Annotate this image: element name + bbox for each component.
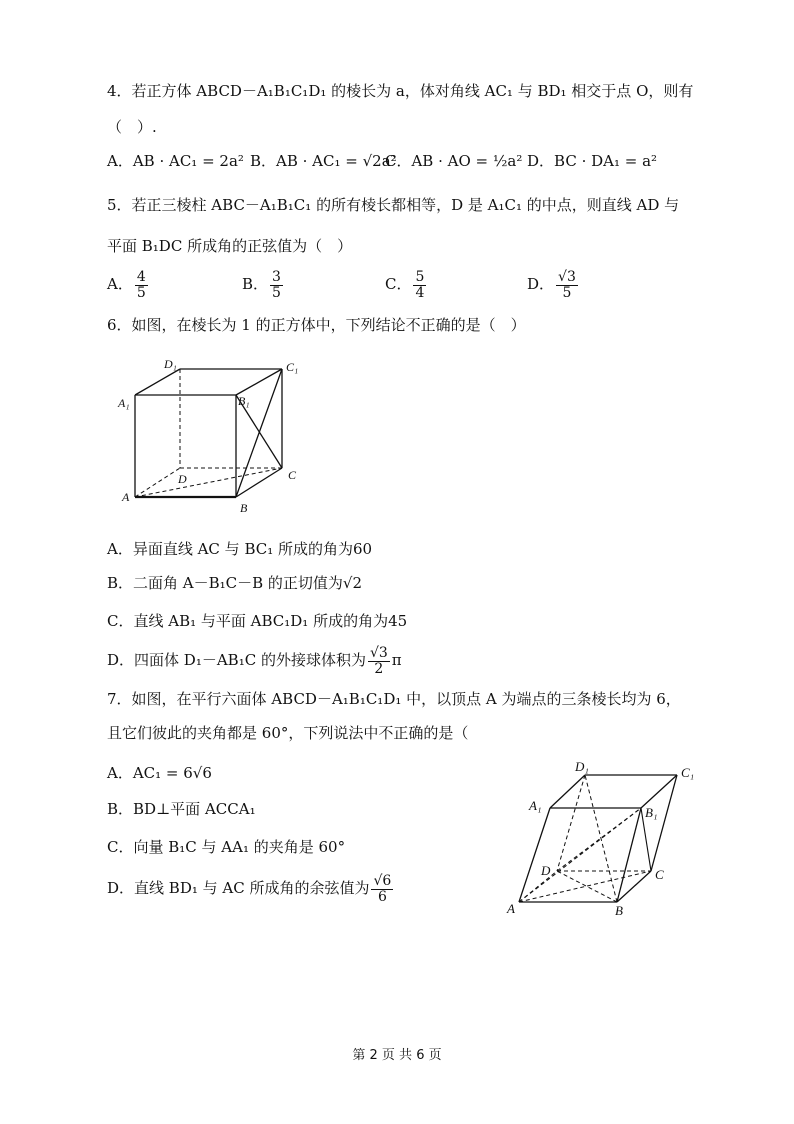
q6-edge-B-C1 [236, 369, 282, 497]
q5-option-a-letter: A． [107, 275, 133, 294]
q6-option-d-num: √3 [369, 645, 388, 661]
q6-label-B1: B₁ [238, 394, 250, 408]
q7-edge-B1-C1 [641, 775, 677, 808]
q5-option-c-num: 5 [415, 269, 425, 285]
q6-option-d-tail: π [391, 651, 402, 670]
q7-label-B: B [615, 903, 623, 918]
q7-label-B1: B₁ [645, 805, 658, 820]
q5-option-a [107, 270, 150, 300]
q5-option-c-den: 4 [415, 284, 425, 301]
q7-stem-line2: 且它们彼此的夹角都是 60°，下列说法中不正确的是（ [107, 724, 469, 742]
q4-option-b: B．AB · AC₁ = √2a² [250, 152, 397, 170]
q4-option-d: D．BC · DA₁ = a² [527, 152, 658, 170]
q6-label-A: A [122, 490, 130, 504]
q6-option-c: C．直线 AB₁ 与平面 ABC₁D₁ 所成的角为45 [107, 612, 408, 630]
q5-option-c-letter: C． [385, 275, 412, 294]
q7-option-d-text: D．直线 BD₁ 与 AC 所成角的余弦值为 [107, 879, 370, 898]
q7-label-C1: C₁ [681, 765, 695, 780]
q6-label-D1: D₁ [164, 357, 177, 371]
q6-option-d-den: 2 [374, 660, 384, 677]
q6-cube-figure [110, 355, 310, 515]
q6-option-b: B．二面角 A－B₁C－B 的正切值为√2 [107, 574, 363, 592]
q5-option-d [527, 270, 580, 300]
q5-option-c-fraction [413, 270, 426, 300]
q7-edge-D-B1 [557, 808, 641, 871]
q5-option-b-letter: B． [242, 275, 269, 294]
q4-stem-line1: 4．若正方体 ABCD－A₁B₁C₁D₁ 的棱长为 a，体对角线 AC₁ 与 BD₁ 相交于点 O，则有 [107, 82, 694, 100]
q7-edge-B1-B [617, 808, 641, 902]
q5-option-a-den: 5 [136, 284, 146, 301]
q4-stem-line2: （ ）. [107, 118, 157, 136]
q5-option-b-num: 3 [272, 269, 281, 285]
q7-label-D1: D₁ [575, 759, 589, 774]
q6-label-C1: C₁ [286, 360, 299, 374]
q7-label-C: C [655, 867, 664, 882]
q6-edge-B1-C1 [236, 369, 282, 395]
q4-option-c: C．AB · AO = ½a² [385, 152, 523, 170]
q7-option-d [107, 874, 395, 904]
q5-option-d-num: √3 [558, 269, 576, 285]
q5-option-d-letter: D． [527, 275, 555, 294]
q5-stem-line1: 5．若正三棱柱 ABC－A₁B₁C₁ 的所有棱长都相等，D 是 A₁C₁ 的中点，则直线 AD 与 [107, 196, 680, 214]
q5-option-b-den: 5 [272, 284, 281, 301]
q7-stem-line1: 7．如图，在平行六面体 ABCD－A₁B₁C₁D₁ 中，以顶点 A 为端点的三条棱长均为 6， [107, 690, 681, 708]
q7-parallelepiped-figure [505, 755, 715, 920]
q7-option-c: C．向量 B₁C 与 AA₁ 的夹角是 60° [107, 838, 346, 856]
q6-option-d-text: D．四面体 D₁－AB₁C 的外接球体积为 [107, 651, 366, 670]
q6-label-A1: A₁ [118, 396, 130, 410]
q7-option-a: A．AC₁ = 6√6 [107, 764, 212, 782]
q7-edge-C1-C [651, 775, 677, 871]
q5-stem-line2: 平面 B₁DC 所成角的正弦值为（ ） [107, 237, 353, 255]
q4-option-a: A．AB · AC₁ = 2a² [107, 152, 244, 170]
q7-edge-B-C [617, 871, 651, 902]
q5-option-a-num: 4 [136, 269, 146, 285]
q7-edge-A1-A [519, 808, 550, 902]
q5-option-d-fraction [556, 270, 578, 300]
q6-label-C: C [288, 468, 297, 482]
q7-edge-D1-D [557, 775, 585, 871]
q6-option-d-fraction [368, 646, 390, 676]
q5-option-d-den: 5 [562, 284, 572, 301]
q6-option-d [107, 646, 402, 676]
q7-diagonal-A-C [519, 871, 651, 902]
page-footer: 第 2 页 共 6 页 [352, 1048, 442, 1063]
q6-edge-A1-D1 [135, 369, 180, 395]
q7-option-d-fraction [371, 874, 393, 904]
q7-option-d-den: 6 [377, 888, 387, 905]
q5-option-b [242, 270, 285, 300]
q5-option-a-fraction [135, 270, 148, 300]
q7-edge-A-B1 [519, 808, 641, 902]
q7-diagonal-B-D [557, 871, 617, 902]
q5-option-c [385, 270, 428, 300]
q6-stem: 6．如图，在棱长为 1 的正方体中，下列结论不正确的是（ ） [107, 316, 526, 334]
q7-option-b: B．BD⊥平面 ACCA₁ [107, 800, 256, 818]
q5-option-b-fraction [270, 270, 283, 300]
q7-label-A: A [507, 901, 515, 916]
q7-label-A1: A₁ [529, 798, 542, 813]
q6-option-a: A．异面直线 AC 与 BC₁ 所成的角为60 [107, 540, 373, 558]
q7-label-D: D [541, 863, 551, 878]
q6-label-B: B [240, 501, 248, 515]
q6-label-D: D [178, 472, 187, 486]
q7-option-d-num: √6 [373, 873, 392, 889]
